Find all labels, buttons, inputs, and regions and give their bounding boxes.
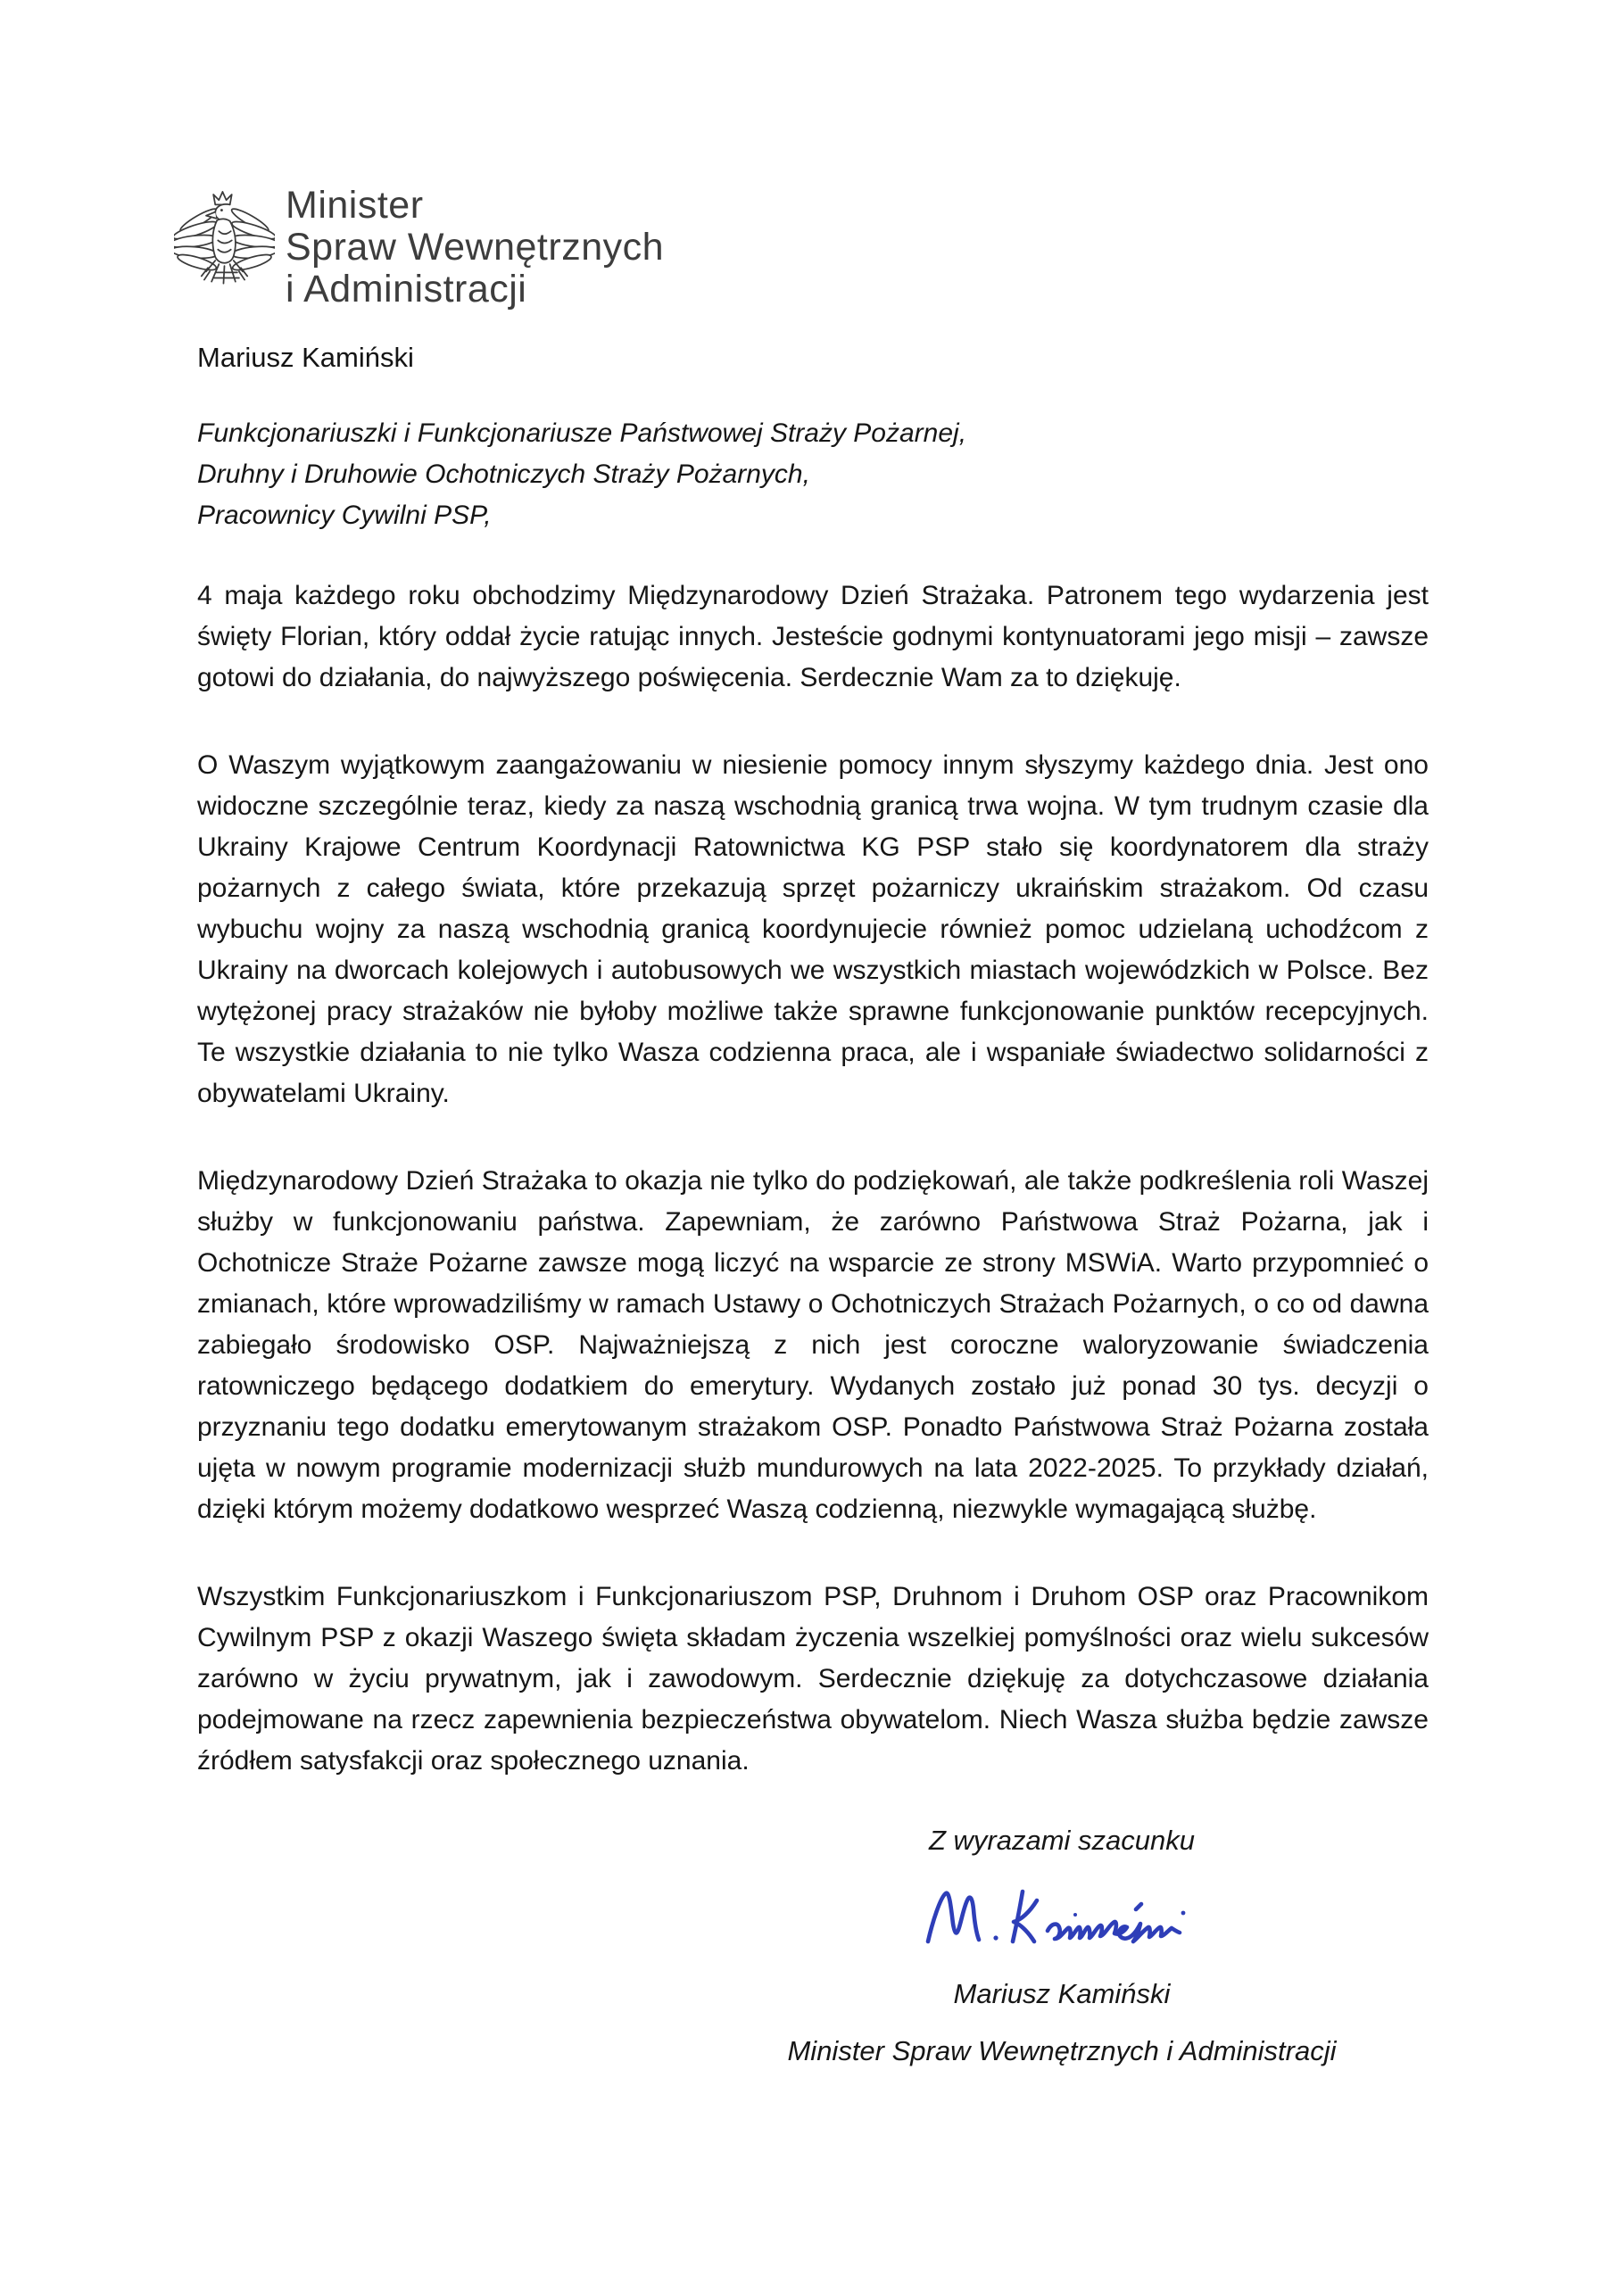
paragraph-1: 4 maja każdego roku obchodzimy Międzynarodowy Dzień Strażaka. Patronem tego wydarzenia jest święty Florian, który oddał życie ratując innych. Jesteście godnymi kontynuatorami jego misji – zawsze gotowi do działania, do najwyższego poświęcenia. Serdecznie Wam za to dziękuję. — [197, 581, 1429, 692]
coat-of-arms-eagle-icon — [174, 188, 275, 299]
signer-title: Minister Spraw Wewnętrznych i Administracji — [787, 2035, 1337, 2066]
paragraph-4: Wszystkim Funkcjonariuszkom i Funkcjonariuszom PSP, Druhnom i Druhom OSP oraz Pracownikom Cywilnym PSP z okazji Waszego święta składam życzenia wszelkiej pomyślności oraz wielu sukcesów zarówno w życiu prywatnym, jak i zawodowym. Serdecznie dziękuję za dotychczasowe działania podejmowane na rzecz zapewnienia bezpieczeństwa obywatelom. Niech Wasza służba będzie zawsze źródłem satysfakcji oraz społecznego uznania. — [197, 1582, 1429, 1776]
closing-block — [696, 1820, 1428, 2072]
ministry-name-line: i Administracji — [286, 268, 527, 310]
salutation — [197, 413, 1429, 536]
ministry-name — [286, 185, 664, 310]
salutation-line: Pracownicy Cywilni PSP, — [197, 501, 492, 530]
ministry-header — [174, 184, 665, 310]
sender-name: Mariusz Kamiński — [197, 342, 414, 373]
letter-body — [197, 413, 1429, 1828]
salutation-line: Druhny i Druhowie Ochotniczych Straży Pożarnych, — [197, 459, 810, 489]
ministry-name-line: Minister — [286, 184, 424, 227]
paragraph-2: O Waszym wyjątkowym zaangażowaniu w niesienie pomocy innym słyszymy każdego dnia. Jest ono widoczne szczególnie teraz, kiedy za naszą wschodnią granicą trwa wojna. W tym trudnym czasie dla Ukrainy Krajowe Centrum Koordynacji Ratownictwa KG PSP stało się koordynatorem dla straży pożarnych z całego świata, które przekazują sprzęt pożarniczy ukraińskim strażakom. Od czasu wybuchu wojny za naszą wschodnią granicą koordynujecie również pomoc udzielaną uchodźcom z Ukrainy na dworcach kolejowych i autobusowych we wszystkich miastach wojewódzkich w Polsce. Bez wytężonej pracy strażaków nie byłoby możliwe także sprawne funkcjonowanie punktów recepcyjnych. Te wszystkie działania to nie tylko Wasza codzienna praca, ale i wspaniałe świadectwo solidarności z obywatelami Ukrainy. — [197, 750, 1429, 1108]
salutation-line: Funkcjonariuszki i Funkcjonariusze Państwowej Straży Pożarnej, — [197, 418, 967, 448]
signer-name: Mariusz Kamiński — [953, 1978, 1171, 2009]
paragraph-3: Międzynarodowy Dzień Strażaka to okazja nie tylko do podziękowań, ale także podkreślenia roli Waszej służby w funkcjonowaniu państwa. Zapewniam, że zarówno Państwowa Straż Pożarna, jak i Ochotnicze Straże Pożarne zawsze mogą liczyć na wsparcie ze strony MSWiA. Warto przypomnieć o zmianach, które wprowadziliśmy w ramach Ustawy o Ochotniczych Strażach Pożarnych, o co od dawna zabiegało środowisko OSP. Najważniejszą z nich jest coroczne waloryzowanie świadczenia ratowniczego będącego dodatkiem do emerytury. Wydanych zostało już ponad 30 tys. decyzji o przyznaniu tego dodatku emerytowanym strażakom OSP. Ponadto Państwowa Straż Pożarna została ujęta w nowym programie modernizacji służb mundurowych na lata 2022-2025. To przykłady działań, dzięki którym możemy dodatkowo wesprzeć Waszą codzienną, niezwykle wymagającą służbę. — [197, 1166, 1429, 1524]
ministry-name-line: Spraw Wewnętrznych — [286, 226, 665, 269]
valediction: Z wyrazami szacunku — [928, 1825, 1196, 1856]
handwritten-signature — [910, 1883, 1214, 1952]
